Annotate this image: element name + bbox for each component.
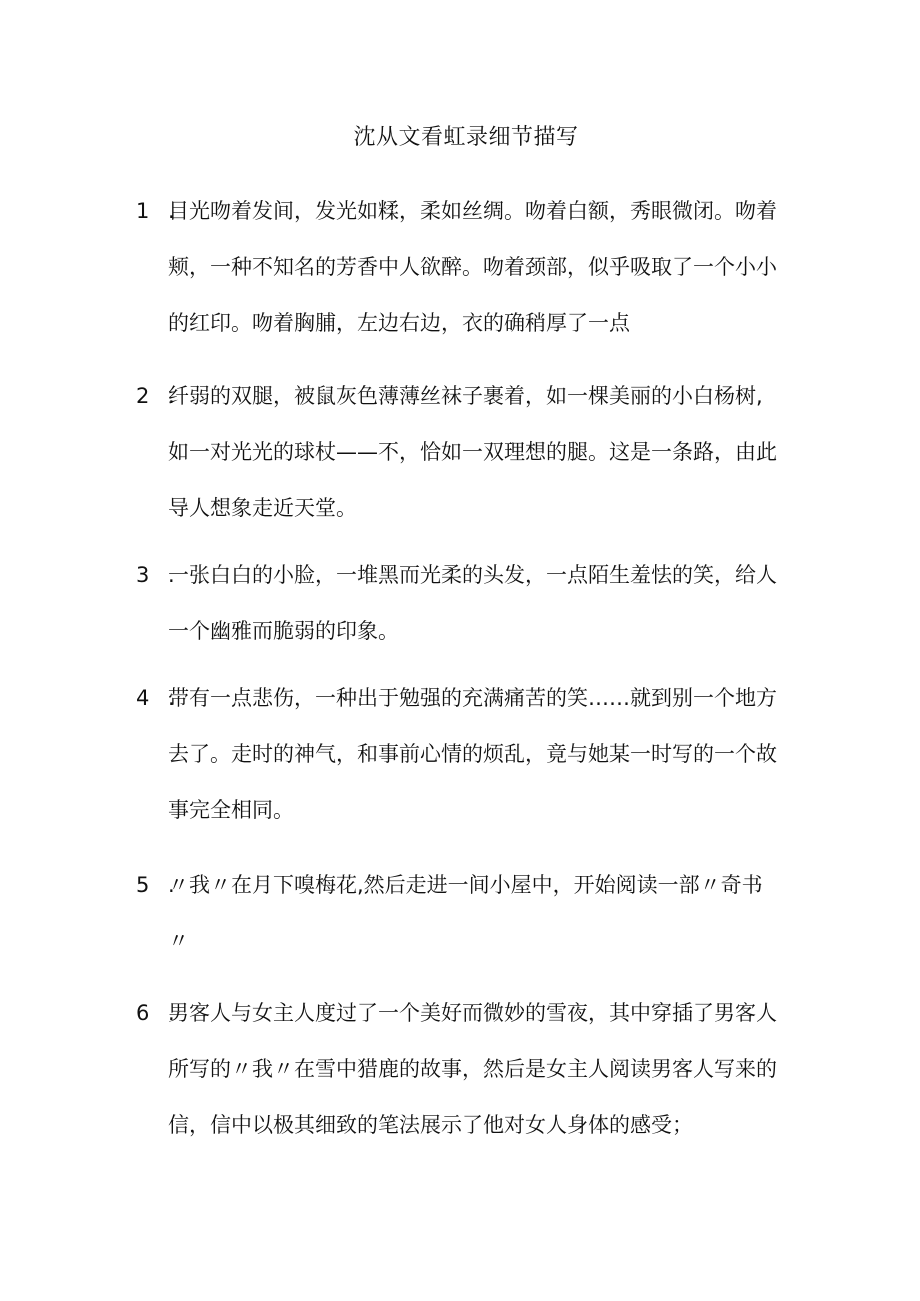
- item-text: 〃我〃在月下嗅梅花,然后走进一间小屋中，开始阅读一部〃奇书〃: [168, 873, 763, 953]
- item-text: 男客人与女主人度过了一个美好而微妙的雪夜，其中穿插了男客人所写的〃我〃在雪中猎鹿的故事，然后是女主人阅读男客人写来的信，信中以极其细致的笔法展示了他对女人身体的感受；: [168, 1001, 777, 1137]
- item-text: 一张白白的小脸，一堆黑而光柔的头发，一点陌生羞怯的笑，给人一个幽雅而脆弱的印象。: [168, 563, 777, 643]
- item-text: 目光吻着发间，发光如糅，柔如丝绸。吻着白额，秀眼微闭。吻着颊，一种不知名的芳香中人欲醉。吻着颈部，似乎吸取了一个小小的红印。吻着胸脯，左边右边，衣的确稍厚了一点: [168, 199, 777, 335]
- item-text: 纤弱的双腿，被鼠灰色薄薄丝袜子裹着，如一棵美丽的小白杨树,如一对光光的球杖——不，恰如一双理想的腿。这是一条路，由此导人想象走近天堂。: [168, 384, 777, 520]
- item-number: 5 .: [136, 873, 181, 897]
- item-number: 2 .: [136, 384, 181, 408]
- item-number: 1 .: [136, 199, 181, 223]
- item-text: 带有一点悲伤，一种出于勉强的充满痛苦的笑……就到别一个地方去了。走时的神气，和事前心情的烦乱，竟与她某一时写的一个故事完全相同。: [168, 686, 777, 822]
- item-number: 4 .: [136, 686, 181, 710]
- item-number: 6 .: [136, 1001, 181, 1025]
- item-number: 3 .: [136, 563, 181, 587]
- document-title: 沈从文看虹录细节描写: [353, 125, 579, 150]
